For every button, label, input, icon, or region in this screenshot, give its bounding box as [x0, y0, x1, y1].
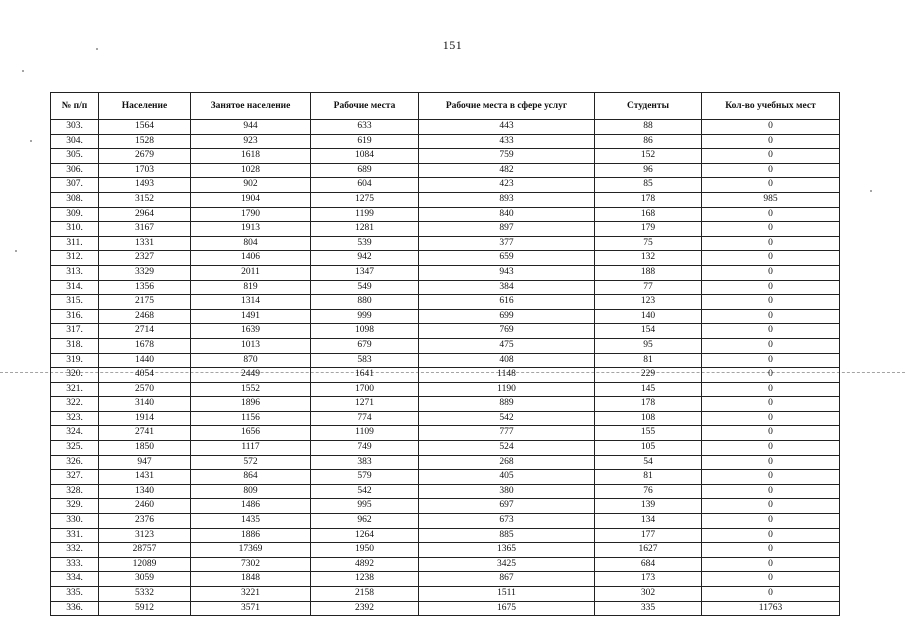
table-cell: 3329 [99, 265, 191, 280]
table-cell: 2175 [99, 295, 191, 310]
table-cell: 95 [595, 338, 702, 353]
table-cell: 1491 [191, 309, 311, 324]
table-cell: 0 [702, 470, 840, 485]
table-cell: 54 [595, 455, 702, 470]
row-number-cell: 303. [51, 120, 99, 135]
table-cell: 152 [595, 149, 702, 164]
table-cell: 985 [702, 192, 840, 207]
table-cell: 1431 [99, 470, 191, 485]
table-body [51, 120, 840, 616]
table-cell: 870 [191, 353, 311, 368]
table-row [51, 324, 840, 339]
table-cell: 145 [595, 382, 702, 397]
scan-speck [22, 70, 24, 72]
table-cell: 1314 [191, 295, 311, 310]
table-cell: 809 [191, 484, 311, 499]
table-cell: 1886 [191, 528, 311, 543]
table-cell: 774 [311, 411, 419, 426]
table-cell: 1281 [311, 222, 419, 237]
table-cell: 85 [595, 178, 702, 193]
table-cell: 995 [311, 499, 419, 514]
table-cell: 0 [702, 543, 840, 558]
table-row [51, 557, 840, 572]
scan-speck [15, 250, 17, 252]
table-row [51, 192, 840, 207]
table-cell: 1896 [191, 397, 311, 412]
table-cell: 633 [311, 120, 419, 135]
column-header: Население [99, 93, 191, 120]
table-cell: 689 [311, 163, 419, 178]
table-cell: 1700 [311, 382, 419, 397]
table-cell: 819 [191, 280, 311, 295]
table-cell: 0 [702, 163, 840, 178]
table-row [51, 528, 840, 543]
table-cell: 0 [702, 207, 840, 222]
table-cell: 2392 [311, 601, 419, 616]
table-cell: 3123 [99, 528, 191, 543]
table-cell: 88 [595, 120, 702, 135]
table-row [51, 207, 840, 222]
table-cell: 384 [419, 280, 595, 295]
row-number-cell: 309. [51, 207, 99, 222]
table-cell: 0 [702, 178, 840, 193]
table-cell: 380 [419, 484, 595, 499]
table-row [51, 601, 840, 616]
row-number-cell: 329. [51, 499, 99, 514]
table-cell: 0 [702, 236, 840, 251]
table-cell: 77 [595, 280, 702, 295]
table-row [51, 470, 840, 485]
table-header-row [51, 93, 840, 120]
table-cell: 1627 [595, 543, 702, 558]
table-cell: 889 [419, 397, 595, 412]
table-cell: 2449 [191, 368, 311, 383]
scan-speck [96, 48, 98, 50]
table-cell: 17369 [191, 543, 311, 558]
column-header: Студенты [595, 93, 702, 120]
row-number-cell: 324. [51, 426, 99, 441]
table-cell: 4054 [99, 368, 191, 383]
table-cell: 0 [702, 411, 840, 426]
table-cell: 75 [595, 236, 702, 251]
table-cell: 777 [419, 426, 595, 441]
row-number-cell: 321. [51, 382, 99, 397]
table-cell: 2741 [99, 426, 191, 441]
table-cell: 867 [419, 572, 595, 587]
table-cell: 2158 [311, 587, 419, 602]
row-number-cell: 306. [51, 163, 99, 178]
table-cell: 962 [311, 514, 419, 529]
row-number-cell: 320. [51, 368, 99, 383]
table-cell: 1511 [419, 587, 595, 602]
table-cell: 1013 [191, 338, 311, 353]
table-cell: 2011 [191, 265, 311, 280]
table-cell: 178 [595, 192, 702, 207]
table-cell: 105 [595, 441, 702, 456]
table-cell: 0 [702, 397, 840, 412]
table-cell: 108 [595, 411, 702, 426]
table-cell: 1914 [99, 411, 191, 426]
table-row [51, 222, 840, 237]
table-cell: 96 [595, 163, 702, 178]
table-cell: 3059 [99, 572, 191, 587]
table-cell: 0 [702, 368, 840, 383]
table-cell: 885 [419, 528, 595, 543]
table-cell: 377 [419, 236, 595, 251]
table-cell: 482 [419, 163, 595, 178]
row-number-cell: 312. [51, 251, 99, 266]
table-cell: 1264 [311, 528, 419, 543]
row-number-cell: 328. [51, 484, 99, 499]
table-cell: 0 [702, 514, 840, 529]
table-cell: 539 [311, 236, 419, 251]
table-cell: 433 [419, 134, 595, 149]
row-number-cell: 313. [51, 265, 99, 280]
table-cell: 12089 [99, 557, 191, 572]
table-row [51, 587, 840, 602]
table-cell: 897 [419, 222, 595, 237]
row-number-cell: 310. [51, 222, 99, 237]
table-cell: 673 [419, 514, 595, 529]
row-number-cell: 334. [51, 572, 99, 587]
table-cell: 616 [419, 295, 595, 310]
table-cell: 0 [702, 265, 840, 280]
table-cell: 749 [311, 441, 419, 456]
table-cell: 1486 [191, 499, 311, 514]
row-number-cell: 322. [51, 397, 99, 412]
table-row [51, 484, 840, 499]
table-cell: 3140 [99, 397, 191, 412]
table-cell: 2327 [99, 251, 191, 266]
table-cell: 699 [419, 309, 595, 324]
table-cell: 1148 [419, 368, 595, 383]
table-cell: 0 [702, 251, 840, 266]
table-cell: 1109 [311, 426, 419, 441]
table-row [51, 441, 840, 456]
table-cell: 1238 [311, 572, 419, 587]
table-cell: 679 [311, 338, 419, 353]
table-cell: 155 [595, 426, 702, 441]
table-row [51, 134, 840, 149]
scan-speck [870, 190, 872, 192]
table-cell: 168 [595, 207, 702, 222]
table-row [51, 411, 840, 426]
table-row [51, 353, 840, 368]
table-row [51, 251, 840, 266]
table-cell: 132 [595, 251, 702, 266]
row-number-cell: 311. [51, 236, 99, 251]
table-cell: 423 [419, 178, 595, 193]
table-cell: 0 [702, 353, 840, 368]
table-cell: 2679 [99, 149, 191, 164]
table-cell: 1271 [311, 397, 419, 412]
table-cell: 3167 [99, 222, 191, 237]
table-row [51, 309, 840, 324]
table-cell: 542 [311, 484, 419, 499]
table-cell: 7302 [191, 557, 311, 572]
table-cell: 81 [595, 353, 702, 368]
row-number-cell: 333. [51, 557, 99, 572]
table-cell: 0 [702, 557, 840, 572]
table-cell: 443 [419, 120, 595, 135]
table-cell: 944 [191, 120, 311, 135]
table-cell: 1199 [311, 207, 419, 222]
table-cell: 173 [595, 572, 702, 587]
table-cell: 1703 [99, 163, 191, 178]
table-cell: 880 [311, 295, 419, 310]
table-cell: 1790 [191, 207, 311, 222]
row-number-cell: 318. [51, 338, 99, 353]
table-cell: 475 [419, 338, 595, 353]
column-header: Кол-во учебных мест [702, 93, 840, 120]
table-cell: 229 [595, 368, 702, 383]
table-cell: 2570 [99, 382, 191, 397]
table-cell: 1904 [191, 192, 311, 207]
row-number-cell: 331. [51, 528, 99, 543]
table-cell: 1098 [311, 324, 419, 339]
table-cell: 177 [595, 528, 702, 543]
table-cell: 0 [702, 149, 840, 164]
table-cell: 3221 [191, 587, 311, 602]
row-number-cell: 327. [51, 470, 99, 485]
table-cell: 268 [419, 455, 595, 470]
data-table [50, 92, 840, 616]
table-row [51, 572, 840, 587]
table-cell: 697 [419, 499, 595, 514]
table-cell: 1117 [191, 441, 311, 456]
table-cell: 604 [311, 178, 419, 193]
table-cell: 405 [419, 470, 595, 485]
table-cell: 3425 [419, 557, 595, 572]
table-cell: 1639 [191, 324, 311, 339]
table-cell: 1848 [191, 572, 311, 587]
table-cell: 0 [702, 295, 840, 310]
table-cell: 943 [419, 265, 595, 280]
table-cell: 5912 [99, 601, 191, 616]
table-cell: 154 [595, 324, 702, 339]
table-cell: 1913 [191, 222, 311, 237]
table-cell: 1528 [99, 134, 191, 149]
table-cell: 769 [419, 324, 595, 339]
table-cell: 5332 [99, 587, 191, 602]
column-header-number: № п/п [51, 93, 99, 120]
row-number-cell: 308. [51, 192, 99, 207]
table-row [51, 295, 840, 310]
table-cell: 179 [595, 222, 702, 237]
table-cell: 579 [311, 470, 419, 485]
table-cell: 408 [419, 353, 595, 368]
table-cell: 942 [311, 251, 419, 266]
row-number-cell: 330. [51, 514, 99, 529]
table-cell: 1950 [311, 543, 419, 558]
table-cell: 1435 [191, 514, 311, 529]
table-cell: 1331 [99, 236, 191, 251]
table-cell: 902 [191, 178, 311, 193]
table-cell: 0 [702, 426, 840, 441]
row-number-cell: 319. [51, 353, 99, 368]
table-cell: 1656 [191, 426, 311, 441]
table-cell: 659 [419, 251, 595, 266]
table-row [51, 338, 840, 353]
table-cell: 893 [419, 192, 595, 207]
table-cell: 684 [595, 557, 702, 572]
table-cell: 81 [595, 470, 702, 485]
table-cell: 2964 [99, 207, 191, 222]
table-cell: 542 [419, 411, 595, 426]
table-cell: 524 [419, 441, 595, 456]
table-cell: 923 [191, 134, 311, 149]
table-cell: 2376 [99, 514, 191, 529]
row-number-cell: 315. [51, 295, 99, 310]
table-cell: 864 [191, 470, 311, 485]
table-cell: 549 [311, 280, 419, 295]
table-cell: 0 [702, 324, 840, 339]
table-row [51, 178, 840, 193]
table-row [51, 455, 840, 470]
table-cell: 1156 [191, 411, 311, 426]
table-cell: 0 [702, 309, 840, 324]
table-cell: 1493 [99, 178, 191, 193]
table-cell: 0 [702, 441, 840, 456]
table-cell: 0 [702, 587, 840, 602]
table-cell: 1850 [99, 441, 191, 456]
table-cell: 0 [702, 280, 840, 295]
table-cell: 1340 [99, 484, 191, 499]
row-number-cell: 336. [51, 601, 99, 616]
table-row [51, 280, 840, 295]
table-row [51, 368, 840, 383]
table-cell: 0 [702, 455, 840, 470]
table-cell: 86 [595, 134, 702, 149]
table-cell: 0 [702, 528, 840, 543]
table-cell: 0 [702, 572, 840, 587]
table-cell: 1028 [191, 163, 311, 178]
table-cell: 28757 [99, 543, 191, 558]
row-number-cell: 335. [51, 587, 99, 602]
table-cell: 0 [702, 120, 840, 135]
table-cell: 139 [595, 499, 702, 514]
row-number-cell: 326. [51, 455, 99, 470]
table-cell: 619 [311, 134, 419, 149]
table-cell: 1675 [419, 601, 595, 616]
table-cell: 1356 [99, 280, 191, 295]
table-cell: 1190 [419, 382, 595, 397]
row-number-cell: 305. [51, 149, 99, 164]
table-cell: 840 [419, 207, 595, 222]
row-number-cell: 304. [51, 134, 99, 149]
table-row [51, 397, 840, 412]
row-number-cell: 307. [51, 178, 99, 193]
table-row [51, 382, 840, 397]
table-cell: 134 [595, 514, 702, 529]
table-cell: 3571 [191, 601, 311, 616]
table-cell: 302 [595, 587, 702, 602]
table-cell: 383 [311, 455, 419, 470]
table-row [51, 426, 840, 441]
table-cell: 0 [702, 382, 840, 397]
column-header: Занятое население [191, 93, 311, 120]
table-cell: 804 [191, 236, 311, 251]
table-cell: 0 [702, 499, 840, 514]
table-row [51, 120, 840, 135]
table-row [51, 499, 840, 514]
table-cell: 0 [702, 484, 840, 499]
table-cell: 1406 [191, 251, 311, 266]
table-cell: 759 [419, 149, 595, 164]
table-cell: 0 [702, 134, 840, 149]
table-cell: 188 [595, 265, 702, 280]
table-cell: 999 [311, 309, 419, 324]
row-number-cell: 332. [51, 543, 99, 558]
row-number-cell: 314. [51, 280, 99, 295]
table-cell: 1552 [191, 382, 311, 397]
table-row [51, 163, 840, 178]
table-cell: 3152 [99, 192, 191, 207]
page-number: 151 [442, 38, 463, 52]
table-cell: 583 [311, 353, 419, 368]
table-row [51, 149, 840, 164]
table-cell: 572 [191, 455, 311, 470]
table-cell: 947 [99, 455, 191, 470]
table-cell: 11763 [702, 601, 840, 616]
row-number-cell: 323. [51, 411, 99, 426]
row-number-cell: 316. [51, 309, 99, 324]
table-row [51, 514, 840, 529]
table-row [51, 236, 840, 251]
table-cell: 4892 [311, 557, 419, 572]
table-cell: 2468 [99, 309, 191, 324]
row-number-cell: 317. [51, 324, 99, 339]
table-cell: 140 [595, 309, 702, 324]
table-cell: 76 [595, 484, 702, 499]
table-row [51, 543, 840, 558]
table-cell: 1365 [419, 543, 595, 558]
table-cell: 1564 [99, 120, 191, 135]
table-cell: 2460 [99, 499, 191, 514]
table-cell: 2714 [99, 324, 191, 339]
table-cell: 1275 [311, 192, 419, 207]
table-cell: 1347 [311, 265, 419, 280]
column-header: Рабочие места в сфере услуг [419, 93, 595, 120]
table-cell: 1084 [311, 149, 419, 164]
table-cell: 0 [702, 222, 840, 237]
table-cell: 1440 [99, 353, 191, 368]
scan-speck [30, 140, 32, 142]
table-cell: 123 [595, 295, 702, 310]
table-cell: 1678 [99, 338, 191, 353]
table-row [51, 265, 840, 280]
table-cell: 335 [595, 601, 702, 616]
column-header: Рабочие места [311, 93, 419, 120]
table-cell: 1641 [311, 368, 419, 383]
table-cell: 1618 [191, 149, 311, 164]
table-cell: 178 [595, 397, 702, 412]
table-cell: 0 [702, 338, 840, 353]
row-number-cell: 325. [51, 441, 99, 456]
